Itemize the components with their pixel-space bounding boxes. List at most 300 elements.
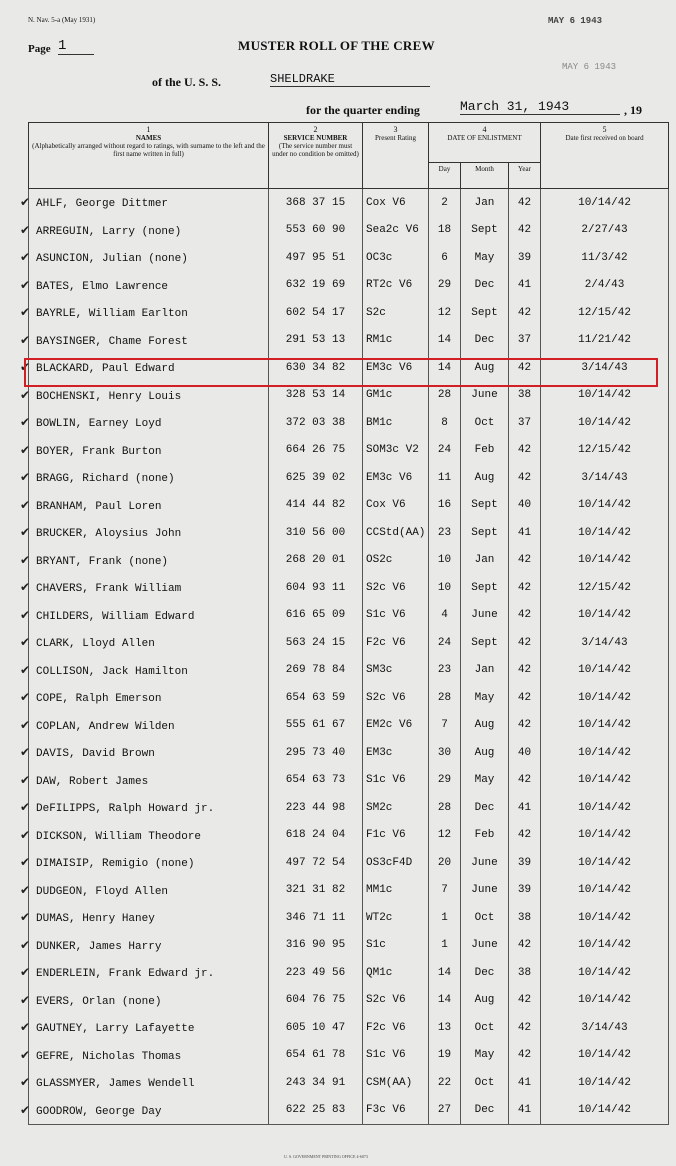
- service-number: 604 76 75: [269, 987, 363, 1015]
- check-mark-icon: ✔: [20, 525, 31, 540]
- enlist-month: Sept: [461, 574, 509, 602]
- service-number: 368 37 15: [269, 189, 363, 217]
- enlist-year: 39: [509, 849, 541, 877]
- crew-name: ✔ CHAVERS, Frank William: [29, 574, 269, 602]
- date-stamp-secondary: MAY 6 1943: [562, 62, 617, 72]
- present-rating: F3c V6: [363, 1097, 429, 1125]
- enlist-year: 42: [509, 437, 541, 465]
- present-rating: MM1c: [363, 877, 429, 905]
- enlist-month: Aug: [461, 354, 509, 382]
- enlist-day: 14: [429, 959, 461, 987]
- present-rating: S1c V6: [363, 602, 429, 630]
- present-rating: S2c V6: [363, 684, 429, 712]
- present-rating: CCStd(AA): [363, 519, 429, 547]
- enlist-month: Feb: [461, 822, 509, 850]
- crew-name: ✔ DIMAISIP, Remigio (none): [29, 849, 269, 877]
- enlist-day: 14: [429, 354, 461, 382]
- date-received: 12/15/42: [541, 574, 669, 602]
- enlist-month: Oct: [461, 1069, 509, 1097]
- crew-name: ✔ AHLF, George Dittmer: [29, 189, 269, 217]
- crew-name: ✔ BOWLIN, Earney Loyd: [29, 409, 269, 437]
- service-number: 316 90 95: [269, 932, 363, 960]
- present-rating: EM3c V6: [363, 354, 429, 382]
- check-mark-icon: ✔: [20, 415, 31, 430]
- present-rating: S1c V6: [363, 767, 429, 795]
- service-number: 616 65 09: [269, 602, 363, 630]
- enlist-month: Sept: [461, 629, 509, 657]
- day-header: Day: [429, 163, 461, 189]
- check-mark-icon: ✔: [20, 305, 31, 320]
- enlist-month: Aug: [461, 464, 509, 492]
- check-mark-icon: ✔: [20, 580, 31, 595]
- enlist-day: 29: [429, 767, 461, 795]
- check-mark-icon: ✔: [20, 470, 31, 485]
- enlist-day: 7: [429, 712, 461, 740]
- enlist-year: 42: [509, 464, 541, 492]
- enlist-year: 41: [509, 519, 541, 547]
- service-number: 618 24 04: [269, 822, 363, 850]
- enlist-day: 14: [429, 987, 461, 1015]
- enlist-month: June: [461, 382, 509, 410]
- crew-name: ✔ DeFILIPPS, Ralph Howard jr.: [29, 794, 269, 822]
- table-row: [29, 574, 669, 602]
- enlist-month: June: [461, 849, 509, 877]
- service-number: 654 61 78: [269, 1042, 363, 1070]
- crew-name: ✔ BRANHAM, Paul Loren: [29, 492, 269, 520]
- check-mark-icon: ✔: [20, 745, 31, 760]
- enlist-month: May: [461, 1042, 509, 1070]
- present-rating: F2c V6: [363, 629, 429, 657]
- enlist-month: Oct: [461, 1014, 509, 1042]
- enlistment-header: 4 DATE OF ENLISTMENT: [429, 123, 541, 163]
- present-rating: Sea2c V6: [363, 217, 429, 245]
- service-number: 605 10 47: [269, 1014, 363, 1042]
- check-mark-icon: ✔: [20, 497, 31, 512]
- crew-name: ✔ CLARK, Lloyd Allen: [29, 629, 269, 657]
- present-rating: CSM(AA): [363, 1069, 429, 1097]
- check-mark-icon: ✔: [20, 937, 31, 952]
- enlist-year: 42: [509, 217, 541, 245]
- enlist-month: Oct: [461, 409, 509, 437]
- page-number: 1: [58, 38, 94, 55]
- service-number: 563 24 15: [269, 629, 363, 657]
- service-number: 372 03 38: [269, 409, 363, 437]
- date-received: 10/14/42: [541, 382, 669, 410]
- names-header: 1 NAMES (Alphabetically arranged without regard to ratings, with surname to the left and the first name written in full): [29, 123, 269, 189]
- enlist-day: 16: [429, 492, 461, 520]
- enlist-year: 39: [509, 877, 541, 905]
- service-number: 553 60 90: [269, 217, 363, 245]
- present-rating: S1c V6: [363, 1042, 429, 1070]
- date-received: 10/14/42: [541, 739, 669, 767]
- service-number: 622 25 83: [269, 1097, 363, 1125]
- check-mark-icon: ✔: [20, 827, 31, 842]
- date-received: 10/14/42: [541, 904, 669, 932]
- received-header: 5 Date first received on board: [541, 123, 669, 189]
- crew-name: ✔ DUDGEON, Floyd Allen: [29, 877, 269, 905]
- table-row: [29, 1069, 669, 1097]
- enlist-year: 41: [509, 794, 541, 822]
- highlight-box: [24, 358, 658, 387]
- present-rating: F2c V6: [363, 1014, 429, 1042]
- enlist-month: May: [461, 244, 509, 272]
- enlist-year: 41: [509, 1097, 541, 1125]
- check-mark-icon: ✔: [20, 1020, 31, 1035]
- service-number: 654 63 59: [269, 684, 363, 712]
- enlist-day: 24: [429, 437, 461, 465]
- service-number: 664 26 75: [269, 437, 363, 465]
- crew-name: ✔ BAYSINGER, Chame Forest: [29, 327, 269, 355]
- enlist-month: Sept: [461, 492, 509, 520]
- date-received: 10/14/42: [541, 1042, 669, 1070]
- present-rating: GM1c: [363, 382, 429, 410]
- table-row: [29, 877, 669, 905]
- check-mark-icon: ✔: [20, 1075, 31, 1090]
- service-number: 310 56 00: [269, 519, 363, 547]
- enlist-day: 28: [429, 382, 461, 410]
- present-rating: OS2c: [363, 547, 429, 575]
- service-number: 223 49 56: [269, 959, 363, 987]
- present-rating: S1c: [363, 932, 429, 960]
- table-row: [29, 217, 669, 245]
- present-rating: OS3cF4D: [363, 849, 429, 877]
- present-rating: EM3c: [363, 739, 429, 767]
- check-mark-icon: ✔: [20, 965, 31, 980]
- crew-name: ✔ BAYRLE, William Earlton: [29, 299, 269, 327]
- date-received: 3/14/43: [541, 1014, 669, 1042]
- service-number: 243 34 91: [269, 1069, 363, 1097]
- check-mark-icon: ✔: [20, 552, 31, 567]
- crew-name: ✔ BATES, Elmo Lawrence: [29, 272, 269, 300]
- date-received: 11/3/42: [541, 244, 669, 272]
- page-label: Page: [28, 43, 51, 55]
- date-received: 10/14/42: [541, 959, 669, 987]
- crew-name: ✔ ARREGUIN, Larry (none): [29, 217, 269, 245]
- enlist-day: 29: [429, 272, 461, 300]
- table-row: [29, 1097, 669, 1125]
- date-received: 12/15/42: [541, 299, 669, 327]
- table-row: [29, 492, 669, 520]
- check-mark-icon: ✔: [20, 855, 31, 870]
- date-received: 12/15/42: [541, 437, 669, 465]
- enlist-month: Dec: [461, 1097, 509, 1125]
- enlist-month: Sept: [461, 299, 509, 327]
- crew-name: ✔ COPE, Ralph Emerson: [29, 684, 269, 712]
- check-mark-icon: ✔: [20, 800, 31, 815]
- enlist-year: 42: [509, 547, 541, 575]
- present-rating: Cox V6: [363, 492, 429, 520]
- check-mark-icon: ✔: [20, 662, 31, 677]
- crew-name: ✔ BOCHENSKI, Henry Louis: [29, 382, 269, 410]
- date-received: 10/14/42: [541, 519, 669, 547]
- enlist-month: May: [461, 767, 509, 795]
- service-number: 602 54 17: [269, 299, 363, 327]
- enlist-month: Dec: [461, 327, 509, 355]
- service-number: 625 39 02: [269, 464, 363, 492]
- enlist-day: 18: [429, 217, 461, 245]
- year-header: Year: [509, 163, 541, 189]
- rating-header: 3 Present Rating: [363, 123, 429, 189]
- service-number: 632 19 69: [269, 272, 363, 300]
- date-received: 10/14/42: [541, 189, 669, 217]
- date-received: 2/27/43: [541, 217, 669, 245]
- enlist-year: 37: [509, 327, 541, 355]
- enlist-year: 38: [509, 382, 541, 410]
- date-received: 10/14/42: [541, 657, 669, 685]
- date-received: 10/14/42: [541, 492, 669, 520]
- enlist-year: 42: [509, 657, 541, 685]
- enlist-day: 7: [429, 877, 461, 905]
- date-received: 10/14/42: [541, 602, 669, 630]
- enlist-month: Sept: [461, 217, 509, 245]
- service-number: 555 61 67: [269, 712, 363, 740]
- crew-name: ✔ COLLISON, Jack Hamilton: [29, 657, 269, 685]
- service-number: 497 72 54: [269, 849, 363, 877]
- service-number: 414 44 82: [269, 492, 363, 520]
- table-row: [29, 849, 669, 877]
- table-row: [29, 794, 669, 822]
- quarter-date: March 31, 1943: [460, 99, 620, 115]
- enlist-year: 37: [509, 409, 541, 437]
- enlist-day: 28: [429, 794, 461, 822]
- table-row: [29, 684, 669, 712]
- table-row: [29, 272, 669, 300]
- enlist-day: 1: [429, 932, 461, 960]
- present-rating: EM3c V6: [363, 464, 429, 492]
- table-row: [29, 1042, 669, 1070]
- date-received: 3/14/43: [541, 629, 669, 657]
- enlist-year: 42: [509, 767, 541, 795]
- present-rating: S2c: [363, 299, 429, 327]
- check-mark-icon: ✔: [20, 250, 31, 265]
- enlist-year: 42: [509, 1014, 541, 1042]
- check-mark-icon: ✔: [20, 387, 31, 402]
- table-row: [29, 437, 669, 465]
- crew-name: ✔ GOODROW, George Day: [29, 1097, 269, 1125]
- check-mark-icon: ✔: [20, 442, 31, 457]
- table-row: [29, 189, 669, 217]
- enlist-day: 11: [429, 464, 461, 492]
- enlist-year: 42: [509, 299, 541, 327]
- table-row: [29, 767, 669, 795]
- check-mark-icon: ✔: [20, 360, 31, 375]
- enlist-year: 40: [509, 739, 541, 767]
- enlist-month: Dec: [461, 272, 509, 300]
- table-row: [29, 987, 669, 1015]
- enlist-month: June: [461, 932, 509, 960]
- roster-body: [20, 189, 669, 1125]
- check-mark-icon: ✔: [20, 635, 31, 650]
- date-stamp: MAY 6 1943: [548, 16, 603, 26]
- present-rating: S2c V6: [363, 574, 429, 602]
- present-rating: F1c V6: [363, 822, 429, 850]
- service-number: 328 53 14: [269, 382, 363, 410]
- date-received: 10/14/42: [541, 932, 669, 960]
- muster-roll-table: [20, 122, 669, 1125]
- enlist-year: 42: [509, 189, 541, 217]
- ship-name: SHELDRAKE: [270, 72, 430, 87]
- crew-name: ✔ BLACKARD, Paul Edward: [29, 354, 269, 382]
- enlist-day: 10: [429, 547, 461, 575]
- date-received: 10/14/42: [541, 684, 669, 712]
- service-number: 321 31 82: [269, 877, 363, 905]
- crew-name: ✔ DUNKER, James Harry: [29, 932, 269, 960]
- present-rating: SM3c: [363, 657, 429, 685]
- date-received: 3/14/43: [541, 354, 669, 382]
- table-row: [29, 244, 669, 272]
- table-row: [29, 712, 669, 740]
- quarter-year-suffix: , 19: [624, 103, 642, 117]
- crew-name: ✔ DICKSON, William Theodore: [29, 822, 269, 850]
- enlist-year: 38: [509, 959, 541, 987]
- crew-name: ✔ DAVIS, David Brown: [29, 739, 269, 767]
- service-number: 269 78 84: [269, 657, 363, 685]
- check-mark-icon: ✔: [20, 1047, 31, 1062]
- enlist-year: 42: [509, 822, 541, 850]
- quarter-label: for the quarter ending: [306, 103, 420, 117]
- enlist-day: 10: [429, 574, 461, 602]
- check-mark-icon: ✔: [20, 222, 31, 237]
- enlist-year: 42: [509, 1042, 541, 1070]
- date-received: 3/14/43: [541, 464, 669, 492]
- table-row: [29, 327, 669, 355]
- enlist-month: Dec: [461, 959, 509, 987]
- date-received: 10/14/42: [541, 409, 669, 437]
- present-rating: OC3c: [363, 244, 429, 272]
- table-row: [29, 959, 669, 987]
- crew-name: ✔ BRYANT, Frank (none): [29, 547, 269, 575]
- service-number: 497 95 51: [269, 244, 363, 272]
- date-received: 10/14/42: [541, 849, 669, 877]
- service-number: 630 34 82: [269, 354, 363, 382]
- enlist-day: 24: [429, 629, 461, 657]
- crew-name: ✔ GLASSMYER, James Wendell: [29, 1069, 269, 1097]
- crew-name: ✔ GAUTNEY, Larry Lafayette: [29, 1014, 269, 1042]
- service-number: 654 63 73: [269, 767, 363, 795]
- enlist-year: 42: [509, 602, 541, 630]
- check-mark-icon: ✔: [20, 690, 31, 705]
- month-header: Month: [461, 163, 509, 189]
- check-mark-icon: ✔: [20, 195, 31, 210]
- printing-office-note: U. S. GOVERNMENT PRINTING OFFICE 4-6073: [284, 1154, 368, 1159]
- date-received: 10/14/42: [541, 822, 669, 850]
- check-mark-icon: ✔: [20, 277, 31, 292]
- date-received: 11/21/42: [541, 327, 669, 355]
- crew-name: ✔ BOYER, Frank Burton: [29, 437, 269, 465]
- enlist-month: Aug: [461, 987, 509, 1015]
- enlist-year: 42: [509, 932, 541, 960]
- ship-label: of the U. S. S.: [152, 75, 222, 89]
- check-mark-icon: ✔: [20, 607, 31, 622]
- table-row: [29, 739, 669, 767]
- enlist-year: 42: [509, 574, 541, 602]
- table-row: [29, 904, 669, 932]
- service-number: 223 44 98: [269, 794, 363, 822]
- present-rating: BM1c: [363, 409, 429, 437]
- enlist-year: 40: [509, 492, 541, 520]
- service-number: 295 73 40: [269, 739, 363, 767]
- crew-name: ✔ ENDERLEIN, Frank Edward jr.: [29, 959, 269, 987]
- enlist-year: 39: [509, 244, 541, 272]
- enlist-month: Jan: [461, 547, 509, 575]
- crew-name: ✔ CHILDERS, William Edward: [29, 602, 269, 630]
- present-rating: RT2c V6: [363, 272, 429, 300]
- check-mark-icon: ✔: [20, 1102, 31, 1117]
- present-rating: Cox V6: [363, 189, 429, 217]
- enlist-day: 2: [429, 189, 461, 217]
- enlist-year: 38: [509, 904, 541, 932]
- service-number: 268 20 01: [269, 547, 363, 575]
- date-received: 10/14/42: [541, 987, 669, 1015]
- check-mark-icon: ✔: [20, 332, 31, 347]
- check-mark-icon: ✔: [20, 772, 31, 787]
- enlist-month: Sept: [461, 519, 509, 547]
- document-title: MUSTER ROLL OF THE CREW: [238, 38, 435, 53]
- enlist-day: 4: [429, 602, 461, 630]
- form-number: N. Nav. 5-a (May 1931): [28, 16, 96, 24]
- enlist-day: 19: [429, 1042, 461, 1070]
- enlist-day: 13: [429, 1014, 461, 1042]
- enlist-day: 1: [429, 904, 461, 932]
- check-mark-icon: ✔: [20, 717, 31, 732]
- table-row: [29, 602, 669, 630]
- enlist-month: Aug: [461, 739, 509, 767]
- crew-name: ✔ DUMAS, Henry Haney: [29, 904, 269, 932]
- crew-name: ✔ GEFRE, Nicholas Thomas: [29, 1042, 269, 1070]
- present-rating: SOM3c V2: [363, 437, 429, 465]
- service-number: 346 71 11: [269, 904, 363, 932]
- present-rating: WT2c: [363, 904, 429, 932]
- enlist-month: June: [461, 602, 509, 630]
- table-row: [29, 657, 669, 685]
- enlist-day: 20: [429, 849, 461, 877]
- enlist-day: 28: [429, 684, 461, 712]
- enlist-year: 42: [509, 354, 541, 382]
- check-mark-icon: ✔: [20, 882, 31, 897]
- present-rating: EM2c V6: [363, 712, 429, 740]
- enlist-day: 6: [429, 244, 461, 272]
- service-number: 291 53 13: [269, 327, 363, 355]
- enlist-month: June: [461, 877, 509, 905]
- table-row: [29, 629, 669, 657]
- enlist-month: Oct: [461, 904, 509, 932]
- date-received: 10/14/42: [541, 767, 669, 795]
- enlist-day: 14: [429, 327, 461, 355]
- enlist-year: 42: [509, 629, 541, 657]
- enlist-month: Jan: [461, 657, 509, 685]
- crew-name: ✔ DAW, Robert James: [29, 767, 269, 795]
- enlist-year: 41: [509, 1069, 541, 1097]
- enlist-day: 12: [429, 299, 461, 327]
- enlist-day: 23: [429, 657, 461, 685]
- enlist-year: 42: [509, 987, 541, 1015]
- crew-name: ✔ ASUNCION, Julian (none): [29, 244, 269, 272]
- enlist-day: 30: [429, 739, 461, 767]
- table-row: [29, 932, 669, 960]
- enlist-year: 42: [509, 712, 541, 740]
- enlist-day: 23: [429, 519, 461, 547]
- crew-name: ✔ COPLAN, Andrew Wilden: [29, 712, 269, 740]
- date-received: 10/14/42: [541, 1097, 669, 1125]
- table-row: [29, 409, 669, 437]
- date-received: 2/4/43: [541, 272, 669, 300]
- table-row: [29, 547, 669, 575]
- check-mark-icon: ✔: [20, 992, 31, 1007]
- date-received: 10/14/42: [541, 712, 669, 740]
- service-number: 604 93 11: [269, 574, 363, 602]
- enlist-month: Feb: [461, 437, 509, 465]
- date-received: 10/14/42: [541, 877, 669, 905]
